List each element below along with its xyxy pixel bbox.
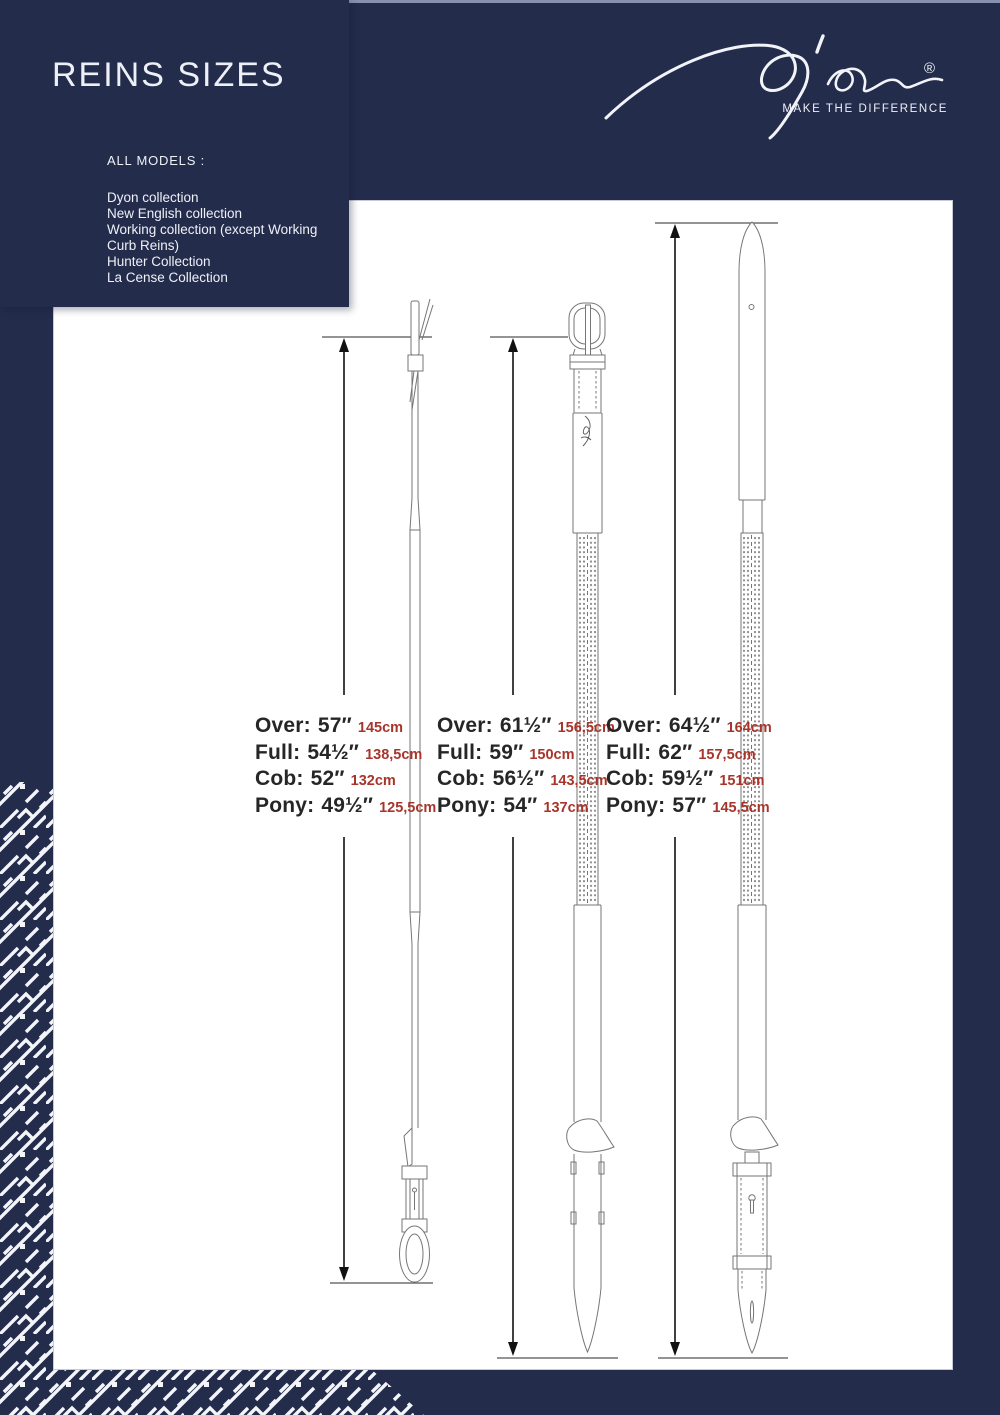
size-label: Over: — [437, 714, 493, 737]
size-label: Pony: — [255, 793, 315, 817]
brand-tagline: MAKE THE DIFFERENCE — [782, 103, 948, 115]
model-item: New English collection — [107, 206, 243, 221]
size-label: Full: — [437, 740, 483, 764]
size-label: Cob: — [255, 767, 304, 790]
size-block-1 — [255, 714, 455, 820]
greek-key-pattern — [0, 782, 430, 1415]
size-row — [606, 714, 806, 741]
model-item: Dyon collection — [107, 190, 199, 205]
size-label: Pony: — [437, 793, 497, 817]
models-panel — [0, 0, 349, 307]
size-cm: 143,5cm — [550, 773, 608, 789]
size-cm: 137cm — [543, 799, 589, 816]
size-cm: 156,5cm — [557, 720, 615, 736]
size-row — [606, 794, 806, 821]
size-label: Cob: — [606, 767, 655, 790]
size-inches: 52″ — [310, 767, 345, 790]
size-inches: 57″ — [672, 793, 707, 817]
size-block-3 — [606, 714, 806, 820]
size-inches: 62″ — [658, 740, 693, 764]
models-list — [107, 190, 332, 286]
models-heading: ALL MODELS : — [107, 153, 205, 168]
size-cm: 138,5cm — [365, 746, 423, 763]
size-cm: 150cm — [529, 746, 575, 763]
size-cm: 145cm — [357, 720, 404, 736]
size-label: Full: — [255, 740, 301, 764]
size-row — [255, 767, 455, 794]
dyon-logo — [600, 26, 950, 144]
size-label: Pony: — [606, 793, 666, 817]
model-item: La Cense Collection — [107, 270, 228, 285]
size-label: Full: — [606, 740, 652, 764]
size-inches: 54½″ — [307, 740, 360, 764]
registered-trademark-icon: ® — [924, 60, 936, 77]
size-inches: 56½″ — [492, 767, 545, 790]
size-inches: 64½″ — [668, 714, 721, 737]
size-row — [255, 794, 455, 821]
size-inches: 59½″ — [661, 767, 714, 790]
size-cm: 125,5cm — [379, 799, 437, 816]
size-cm: 132cm — [350, 773, 396, 789]
size-cm: 157,5cm — [698, 746, 756, 763]
model-item: Working collection (except Working Curb Reins) — [107, 222, 318, 253]
size-cm: 151cm — [719, 773, 765, 789]
size-inches: 54″ — [503, 793, 538, 817]
size-label: Over: — [606, 714, 662, 737]
model-item: Hunter Collection — [107, 254, 211, 269]
size-row — [606, 767, 806, 794]
size-row — [606, 741, 806, 768]
size-inches: 59″ — [489, 740, 524, 764]
size-label: Over: — [255, 714, 311, 737]
size-inches: 61½″ — [499, 714, 552, 737]
page-title: REINS SIZES — [52, 56, 286, 94]
size-inches: 49½″ — [321, 793, 374, 817]
size-row — [255, 741, 455, 768]
size-label: Cob: — [437, 767, 486, 790]
size-row — [255, 714, 455, 741]
size-inches: 57″ — [317, 714, 352, 737]
size-cm: 164cm — [726, 720, 772, 736]
size-cm: 145,5cm — [712, 799, 770, 816]
